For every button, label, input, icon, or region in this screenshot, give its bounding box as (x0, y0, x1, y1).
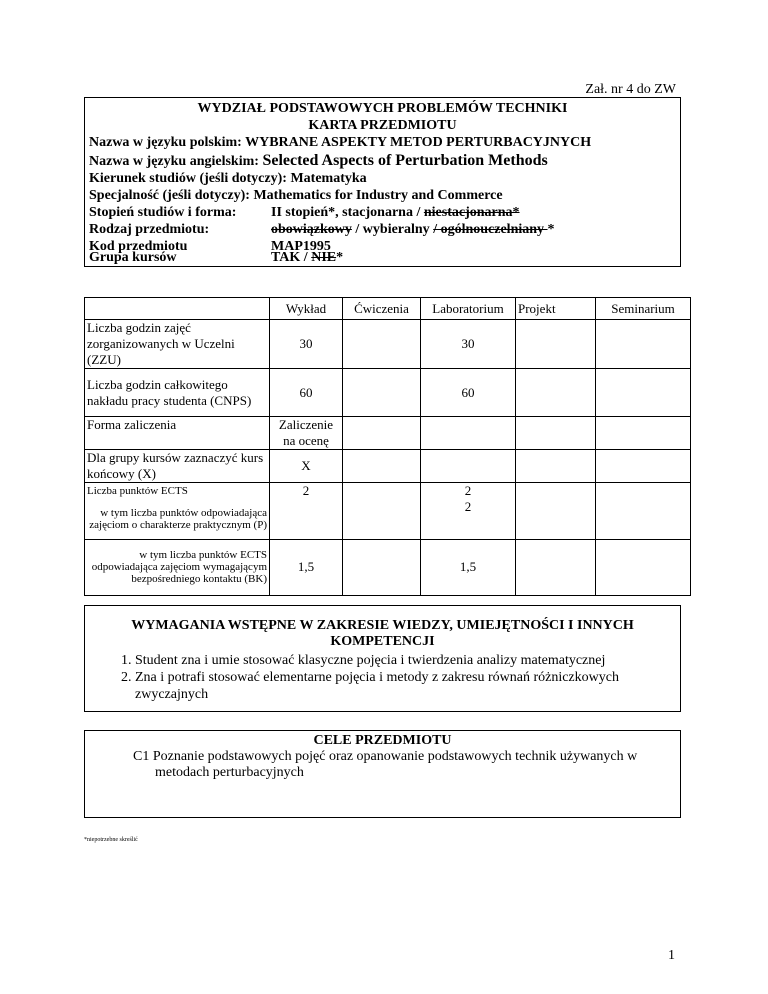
goals-box (84, 730, 681, 818)
cell-projekt (516, 320, 596, 369)
page-number: 1 (668, 948, 675, 963)
requirements-list (85, 652, 680, 703)
cell-cwiczenia (343, 320, 421, 369)
cell-seminarium (596, 320, 691, 369)
cell-wyklad: Zaliczenie na ocenę (270, 417, 343, 450)
name-en-row (89, 152, 548, 170)
field-label: Kierunek studiów (jeśli dotyczy): (89, 171, 287, 186)
cell-wyklad: X (270, 450, 343, 483)
cell-projekt (516, 539, 596, 595)
cell-cwiczenia (343, 417, 421, 450)
table-row (85, 320, 691, 369)
cell-projekt (516, 369, 596, 417)
name-pl-label: Nazwa w języku polskim: (89, 135, 242, 150)
goals-title: CELE PRZEDMIOTU (313, 733, 452, 748)
type-value (271, 222, 555, 238)
requirements-title: WYMAGANIA WSTĘPNE W ZAKRESIE WIEDZY, UMIEJĘTNOŚCI I INNYCH KOMPETENCJI (131, 618, 634, 649)
level-struck: niestacjonarna* (423, 205, 520, 220)
cell-lab: 2 (421, 483, 516, 500)
footnote: *niepotrzebne skreślić (84, 837, 138, 843)
table-row (85, 483, 691, 500)
type-label: Rodzaj przedmiotu: (89, 222, 210, 237)
table-row (85, 539, 691, 595)
header-projekt: Projekt (516, 298, 596, 320)
cell-cwiczenia (343, 450, 421, 483)
cell-cwiczenia (343, 369, 421, 417)
group-label: Grupa kursów (89, 250, 177, 265)
cell-projekt (516, 483, 596, 500)
cell-seminarium (596, 483, 691, 500)
header-laboratorium: Laboratorium (421, 298, 516, 320)
code-label: Kod przedmiotu (89, 239, 188, 254)
group-end: * (336, 250, 344, 265)
type-struck-2: / ogólnouczelniany (433, 222, 548, 237)
cell-seminarium (596, 450, 691, 483)
table-header-row (85, 298, 691, 320)
cell-seminarium (596, 539, 691, 595)
requirements-box (84, 605, 681, 712)
cell-seminarium (596, 499, 691, 539)
cell-projekt (516, 417, 596, 450)
cell-projekt (516, 499, 596, 539)
group-value (271, 250, 343, 266)
list-item: 1. Student zna i umie stosować klasyczne pojęcia i twierdzenia analizy matematycznej (135, 652, 680, 669)
row-label: Forma zaliczenia (85, 417, 270, 450)
name-en-label: Nazwa w języku angielskim: (89, 154, 259, 169)
cell-lab (421, 417, 516, 450)
cell-wyklad (270, 499, 343, 539)
cell-projekt (516, 450, 596, 483)
cell-cwiczenia (343, 499, 421, 539)
group-yes: TAK / (271, 250, 312, 265)
table-row (85, 450, 691, 483)
field-value: Matematyka (290, 171, 367, 186)
type-end: * (547, 222, 555, 237)
list-item: 2. Zna i potrafi stosować elementarne pojęcia i metody z zakresu równań różniczkowych zwyczajnych (135, 669, 680, 703)
course-card-header (84, 97, 681, 267)
header-seminarium: Seminarium (596, 298, 691, 320)
name-pl-row (89, 135, 591, 151)
spec-row (89, 188, 503, 204)
cell-lab: 30 (421, 320, 516, 369)
name-en-value: Selected Aspects of Perturbation Methods (262, 152, 548, 169)
cell-lab (421, 450, 516, 483)
row-label: w tym liczba punktów ECTS odpowiadająca zajęciom wymagającym bezpośredniego kontaktu (BK) (85, 539, 270, 595)
cell-wyklad: 2 (270, 483, 343, 500)
table-corner (85, 298, 270, 320)
cell-seminarium (596, 417, 691, 450)
table-row (85, 499, 691, 539)
row-label: Liczba godzin całkowitego nakładu pracy studenta (CNPS) (85, 369, 270, 417)
cell-seminarium (596, 369, 691, 417)
code-value: MAP1995 (271, 239, 331, 254)
row-label: w tym liczba punktów odpowiadająca zajęciom o charakterze praktycznym (P) (85, 499, 270, 539)
card-title: KARTA PRZEDMIOTU (308, 118, 457, 133)
attachment-note: Zał. nr 4 do ZW (585, 82, 676, 97)
level-value (271, 205, 520, 221)
spec-label: Specjalność (jeśli dotyczy): (89, 188, 250, 203)
table-row (85, 369, 691, 417)
field-row (89, 171, 367, 187)
cell-wyklad: 60 (270, 369, 343, 417)
list-item: C1 Poznanie podstawowych pojęć oraz opanowanie podstawowych technik używanych w metodach perturbacyjnych (133, 749, 638, 780)
type-struck-1: obowiązkowy (271, 222, 352, 237)
row-label: Liczba punktów ECTS (85, 483, 270, 500)
row-label: Liczba godzin zajęć zorganizowanych w Uczelni (ZZU) (85, 320, 270, 369)
type-mid: / wybieralny (351, 222, 434, 237)
cell-lab: 2 (421, 499, 516, 539)
header-cwiczenia: Ćwiczenia (343, 298, 421, 320)
cell-lab: 1,5 (421, 539, 516, 595)
row-label: Dla grupy kursów zaznaczyć kurs końcowy (X) (85, 450, 270, 483)
level-text: II stopień*, stacjonarna / (271, 205, 424, 220)
header-wyklad: Wykład (270, 298, 343, 320)
cell-lab: 60 (421, 369, 516, 417)
spec-value: Mathematics for Industry and Commerce (253, 188, 503, 203)
cell-cwiczenia (343, 483, 421, 500)
cell-wyklad: 30 (270, 320, 343, 369)
group-no: NIE (311, 250, 337, 265)
name-pl-value: WYBRANE ASPEKTY METOD PERTURBACYJNYCH (245, 135, 592, 150)
cell-wyklad: 1,5 (270, 539, 343, 595)
faculty-title: WYDZIAŁ PODSTAWOWYCH PROBLEMÓW TECHNIKI (197, 101, 568, 116)
level-label: Stopień studiów i forma: (89, 205, 237, 220)
table-row (85, 417, 691, 450)
cell-cwiczenia (343, 539, 421, 595)
hours-table (84, 297, 691, 596)
